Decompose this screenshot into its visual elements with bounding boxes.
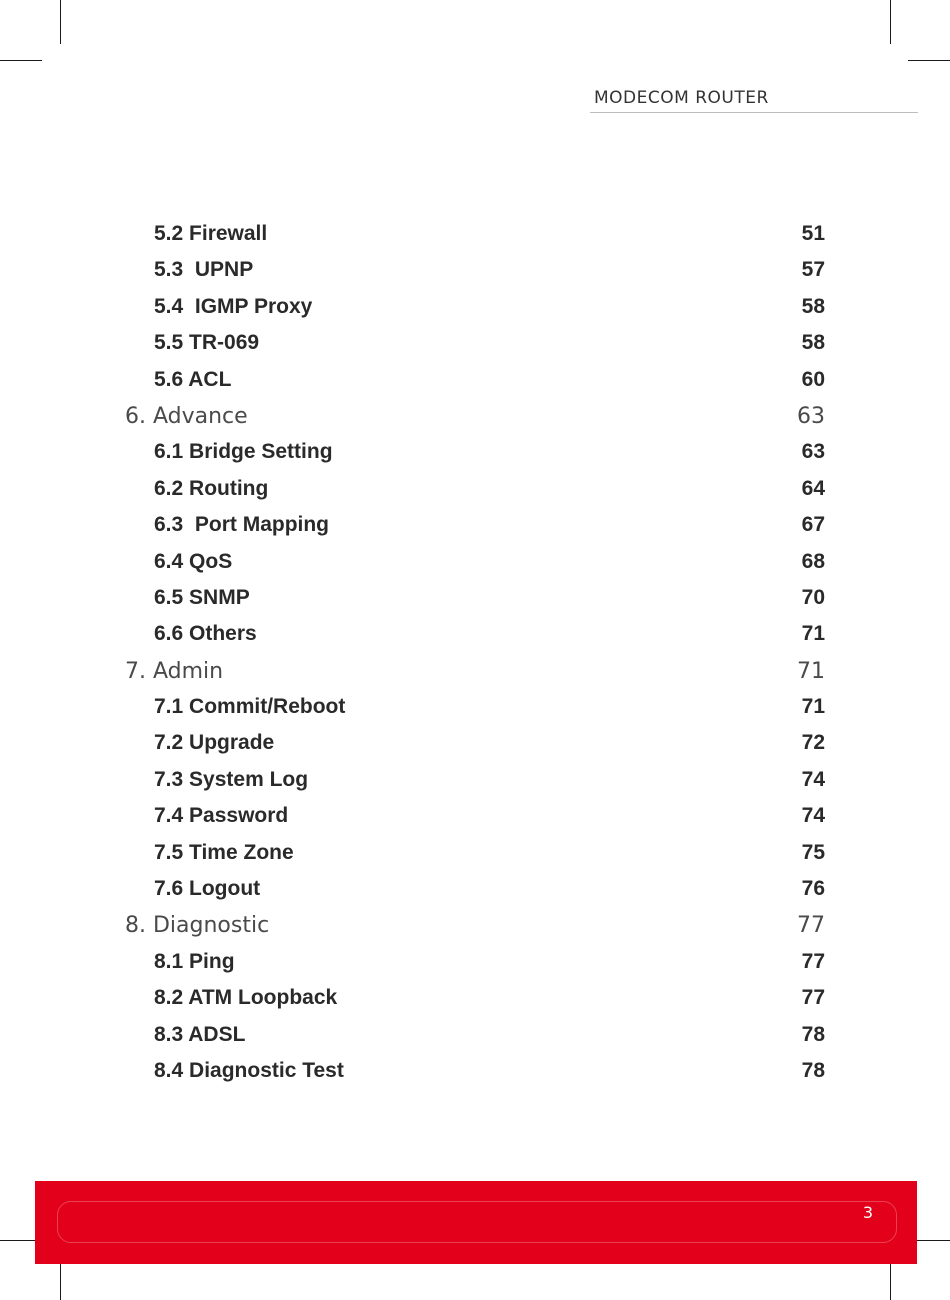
toc-section-entry[interactable] xyxy=(0,290,950,326)
toc-entry-title: 7.2 Upgrade xyxy=(154,731,275,755)
toc-section-entry[interactable] xyxy=(0,508,950,544)
crop-mark-top-right-vertical xyxy=(890,0,891,44)
toc-section-entry[interactable] xyxy=(0,472,950,508)
crop-mark-top-left-vertical xyxy=(60,0,61,44)
toc-section-entry[interactable] xyxy=(0,872,950,908)
toc-entry-page-number: 78 xyxy=(801,1058,825,1082)
toc-entry-title: 8.2 ATM Loopback xyxy=(154,986,338,1010)
toc-section-entry[interactable] xyxy=(0,435,950,471)
toc-entry-title: 6.4 QoS xyxy=(154,549,233,573)
toc-entry-page-number: 71 xyxy=(801,622,825,646)
page-number: 3 xyxy=(862,1203,873,1222)
toc-entry-title: 5.4 IGMP Proxy xyxy=(154,294,313,318)
toc-entry-page-number: 63 xyxy=(801,440,825,464)
toc-section-entry[interactable] xyxy=(0,1054,950,1090)
crop-mark-top-right-horizontal xyxy=(908,60,950,61)
toc-entry-page-number: 77 xyxy=(801,949,825,973)
toc-entry-page-number: 75 xyxy=(801,840,825,864)
toc-entry-page-number: 58 xyxy=(801,294,825,318)
toc-section-entry[interactable] xyxy=(0,690,950,726)
toc-entry-page-number: 67 xyxy=(801,513,825,537)
toc-entry-title: 6.5 SNMP xyxy=(154,585,250,609)
toc-entry-page-number: 57 xyxy=(801,258,825,282)
toc-entry-title: 8.3 ADSL xyxy=(154,1022,246,1046)
toc-entry-page-number: 71 xyxy=(797,658,825,684)
toc-entry-title: 7.6 Logout xyxy=(154,877,261,901)
toc-entry-page-number: 68 xyxy=(801,549,825,573)
toc-entry-page-number: 71 xyxy=(801,695,825,719)
header-rule xyxy=(590,112,918,113)
toc-section-entry[interactable] xyxy=(0,363,950,399)
toc-entry-title: 7. Admin xyxy=(125,658,224,684)
toc-entry-page-number: 70 xyxy=(801,585,825,609)
toc-entry-page-number: 77 xyxy=(797,913,825,939)
toc-entry-page-number: 72 xyxy=(801,731,825,755)
toc-entry-title: 7.4 Password xyxy=(154,804,289,828)
running-header: MODECOM ROUTER xyxy=(594,88,769,108)
toc-section-entry[interactable] xyxy=(0,581,950,617)
toc-entry-title: 6.6 Others xyxy=(154,622,257,646)
toc-entry-title: 7.3 System Log xyxy=(154,767,309,791)
toc-entry-page-number: 77 xyxy=(801,986,825,1010)
toc-section-entry[interactable] xyxy=(0,217,950,253)
toc-entry-page-number: 78 xyxy=(801,1022,825,1046)
toc-section-entry[interactable] xyxy=(0,545,950,581)
toc-entry-title: 5.5 TR-069 xyxy=(154,331,260,355)
toc-entry-title: 6.3 Port Mapping xyxy=(154,513,330,537)
toc-section-entry[interactable] xyxy=(0,763,950,799)
toc-entry-page-number: 74 xyxy=(801,804,825,828)
toc-section-entry[interactable] xyxy=(0,981,950,1017)
toc-entry-title: 5.3 UPNP xyxy=(154,258,254,282)
toc-section-entry[interactable] xyxy=(0,945,950,981)
toc-section-entry[interactable] xyxy=(0,253,950,289)
toc-entry-page-number: 58 xyxy=(801,331,825,355)
toc-section-entry[interactable] xyxy=(0,799,950,835)
toc-entry-title: 5.2 Firewall xyxy=(154,222,268,245)
toc-chapter-entry[interactable] xyxy=(0,399,950,435)
toc-entry-title: 5.6 ACL xyxy=(154,367,232,391)
toc-entry-page-number: 63 xyxy=(797,403,825,429)
toc-section-entry[interactable] xyxy=(0,836,950,872)
table-of-contents xyxy=(0,217,950,1090)
toc-entry-page-number: 51 xyxy=(801,222,825,245)
toc-section-entry[interactable] xyxy=(0,326,950,362)
toc-section-entry[interactable] xyxy=(0,1018,950,1054)
toc-entry-title: 7.5 Time Zone xyxy=(154,840,294,864)
toc-entry-title: 6.1 Bridge Setting xyxy=(154,440,333,464)
toc-entry-title: 8.4 Diagnostic Test xyxy=(154,1058,344,1082)
toc-entry-title: 8.1 Ping xyxy=(154,949,235,973)
toc-entry-title: 6. Advance xyxy=(125,403,248,429)
toc-chapter-entry[interactable] xyxy=(0,654,950,690)
toc-section-entry[interactable] xyxy=(0,617,950,653)
toc-chapter-entry[interactable] xyxy=(0,908,950,944)
footer-inner-outline xyxy=(57,1201,897,1243)
toc-entry-page-number: 64 xyxy=(801,476,825,500)
toc-entry-page-number: 60 xyxy=(801,367,825,391)
crop-mark-top-left-horizontal xyxy=(0,60,42,61)
toc-entry-page-number: 76 xyxy=(801,877,825,901)
toc-entry-title: 7.1 Commit/Reboot xyxy=(154,695,346,719)
toc-section-entry[interactable] xyxy=(0,726,950,762)
toc-entry-page-number: 74 xyxy=(801,767,825,791)
toc-entry-title: 6.2 Routing xyxy=(154,476,269,500)
footer-band xyxy=(35,1181,917,1264)
toc-entry-title: 8. Diagnostic xyxy=(125,913,270,939)
